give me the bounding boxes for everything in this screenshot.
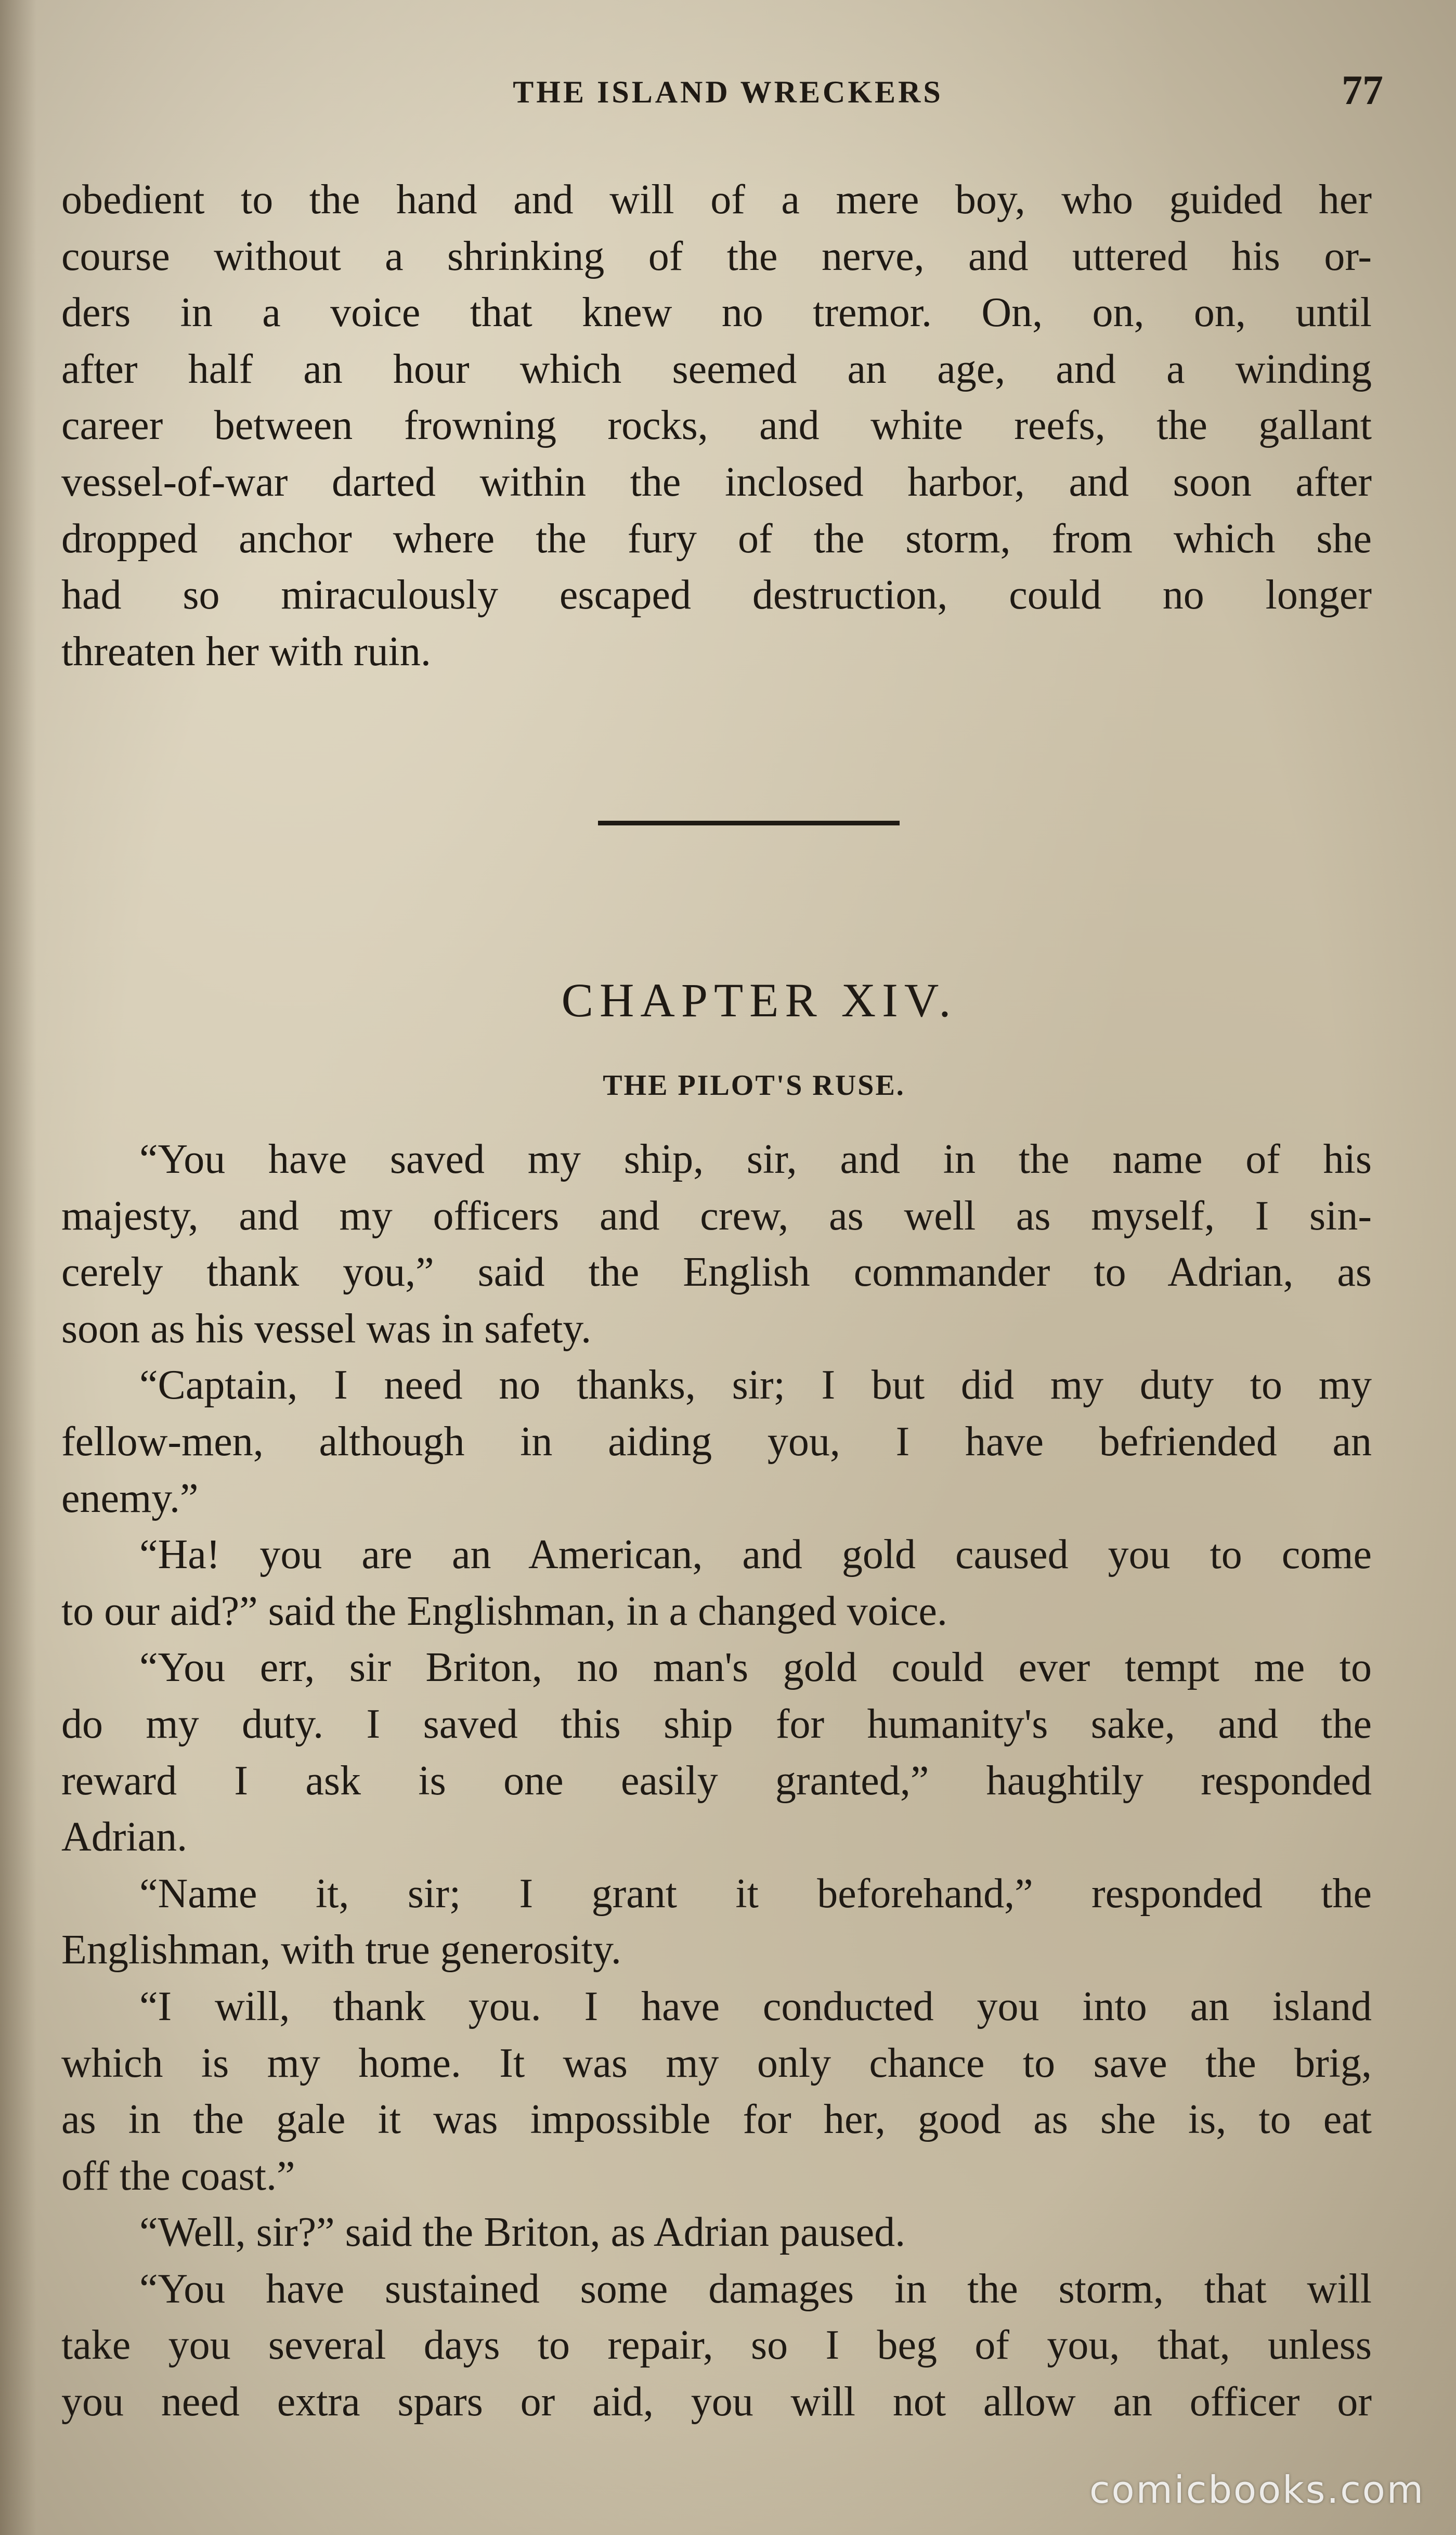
text-line: “Captain, I need no thanks, sir; I but did my duty to my [139,1362,1372,1408]
text-line: to our aid?” said the Englishman, in a changed voice. [61,1588,947,1634]
text-line: obedient to the hand and will of a mere boy, who guided her [61,177,1372,223]
chapter-subtitle: THE PILOT'S RUSE. [603,1069,905,1102]
text-line: fellow-men, although in aiding you, I have befriended an [61,1418,1372,1465]
text-line: which is my home. It was my only chance to save the brig, [61,2040,1372,2086]
text-line: career between frowning rocks, and white reefs, the gallant [61,403,1372,449]
text-line: “You have saved my ship, sir, and in the name of his [139,1136,1372,1182]
text-line: dropped anchor where the fury of the storm, from which she [61,515,1372,562]
text-line: take you several days to repair, so I beg of you, that, unless [61,2322,1372,2369]
text-line: threaten her with ruin. [61,628,431,675]
text-line: as in the gale it was impossible for her, good as she is, to eat [61,2097,1372,2143]
text-line: ders in a voice that knew no tremor. On, on, on, until [61,290,1372,336]
chapter-title: CHAPTER XIV. [561,974,957,1027]
section-rule [598,821,900,825]
text-line: cerely thank you,” said the English commander to Adrian, as [61,1249,1372,1296]
text-line: enemy.” [61,1475,199,1521]
running-head [62,70,1394,127]
running-title: THE ISLAND WRECKERS [513,75,943,109]
page-number: 77 [1342,68,1383,113]
text-line: “You err, sir Briton, no man's gold could ever tempt me to [139,1645,1372,1691]
top-paragraph [61,172,1372,680]
chapter-body [61,1131,1372,2430]
spine-shadow [0,0,36,2535]
watermark: comicbooks.com [1089,2468,1425,2512]
text-line: after half an hour which seemed an age, and a winding [61,346,1372,392]
text-line: soon as his vessel was in safety. [61,1305,592,1352]
text-line: reward I ask is one easily granted,” haughtily responded [61,1757,1372,1804]
text-line: Englishman, with true generosity. [61,1927,621,1973]
text-line: majesty, and my officers and crew, as well as myself, I sin- [61,1193,1372,1239]
text-line: off the coast.” [61,2153,295,2199]
text-line: “You have sustained some damages in the storm, that will [139,2266,1372,2312]
text-line: “I will, thank you. I have conducted you into an island [139,1983,1372,2029]
text-line: “Well, sir?” said the Briton, as Adrian paused. [139,2209,906,2256]
text-line: had so miraculously escaped destruction, could no longer [61,572,1372,618]
text-line: “Ha! you are an American, and gold caused you to come [139,1532,1372,1578]
text-line: you need extra spars or aid, you will not allow an officer or [61,2379,1372,2425]
text-line: Adrian. [61,1814,188,1860]
text-line: do my duty. I saved this ship for humanity's sake, and the [61,1701,1372,1747]
text-line: course without a shrinking of the nerve, and uttered his or- [61,233,1372,279]
text-line: “Name it, sir; I grant it beforehand,” responded the [139,1870,1372,1917]
text-line: vessel-of-war darted within the inclosed harbor, and soon after [61,459,1372,505]
